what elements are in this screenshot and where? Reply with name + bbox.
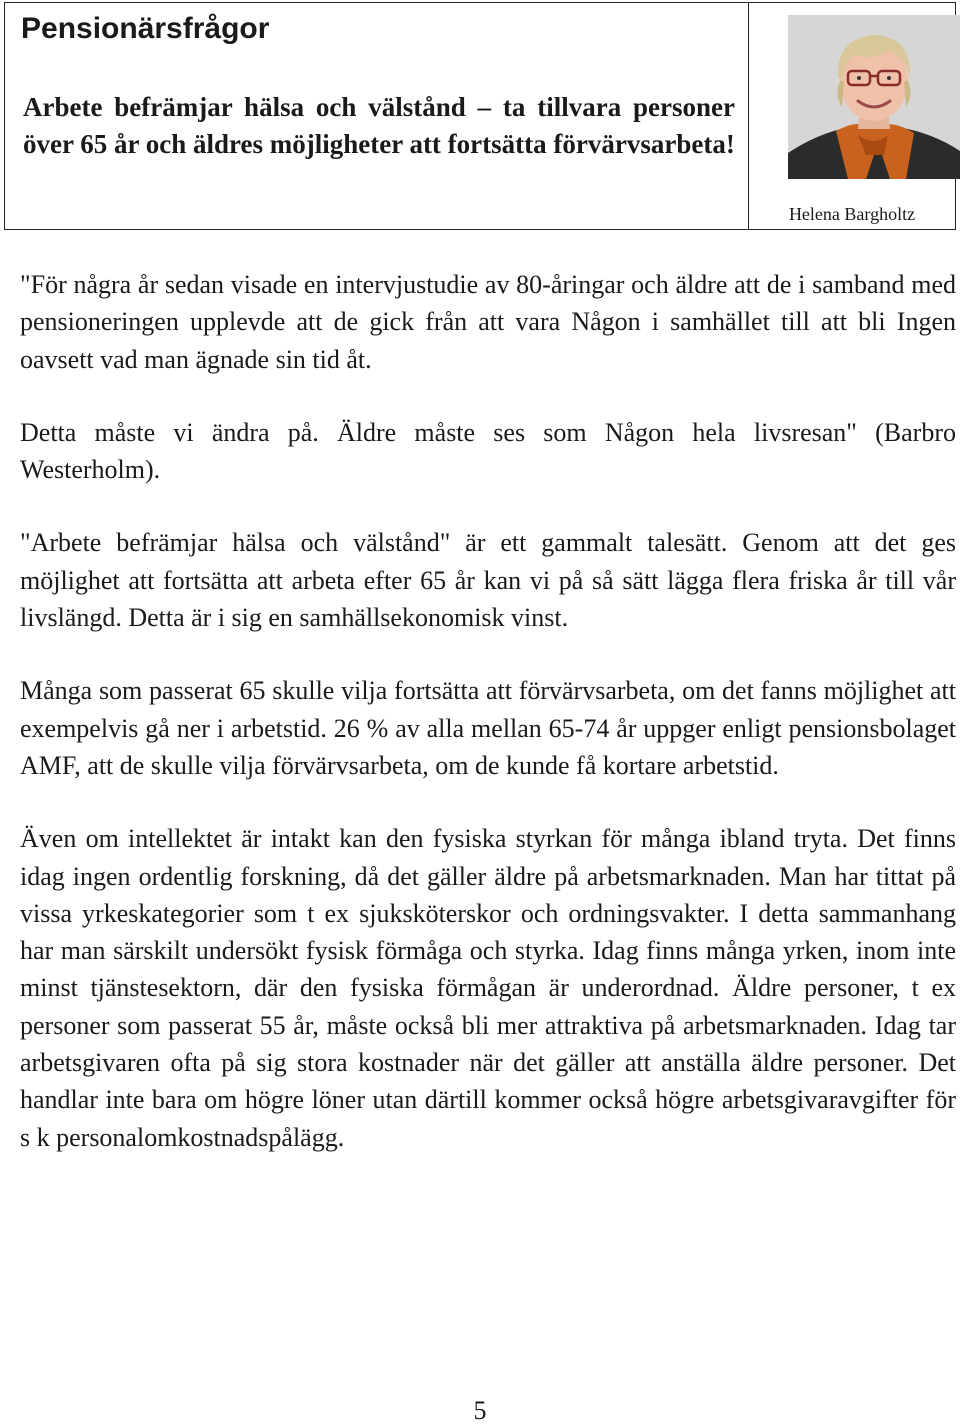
portrait-photo — [788, 15, 960, 179]
article-body — [20, 266, 956, 1192]
paragraph-1: "För några år sedan visade en intervjustudie av 80-åringar och äldre att de i samband med pensioneringen upplevde att de gick från att vara Någon i samhället till att bli Ingen oavsett vad man ägnade sin tid åt. — [20, 270, 956, 374]
paragraph-3: "Arbete befrämjar hälsa och välstånd" är ett gammalt talesätt. Genom att det ges möjlighet att fortsätta att arbeta efter 65 år kan vi på så sätt lägga flera friska år till vår livslängd. Detta är i sig en samhällsekonomisk vinst. — [20, 528, 956, 633]
header-title-cell — [5, 3, 749, 229]
header-photo-cell — [749, 3, 955, 229]
section-title: Pensionärsfrågor — [21, 12, 270, 45]
paragraph-4: Många som passerat 65 skulle vilja fortsätta att förvärvsarbeta, om det fanns möjlighet att exempelvis gå ner i arbetstid. 26 % av alla mellan 65-74 år uppger enligt pensionsbolaget AMF, att de skulle vilja förvärvsarbeta, om de kunde få kortare arbetstid. — [20, 676, 956, 780]
article-headline: Arbete befrämjar hälsa och välstånd – ta tillvara personer över 65 år och äldres möjligheter att fortsätta förvärvsarbeta! — [23, 92, 735, 159]
page-number: 5 — [473, 1396, 487, 1425]
photo-caption: Helena Bargholtz — [788, 204, 916, 224]
paragraph-2: Detta måste vi ändra på. Äldre måste ses som Någon hela livsresan" (Barbro Westerholm). — [20, 417, 956, 485]
header-box — [4, 2, 956, 230]
paragraph-5: Även om intellektet är intakt kan den fysiska styrkan för många ibland tryta. Det finns idag ingen ordentlig forskning, då det gäller äldre på arbetsmarknaden. Man har tittat på vissa yrkeskategorier som t ex sjuksköterskor och ordningsvakter. I detta sammanhang har man särskilt undersökt fysisk förmåga och styrka. Idag finns många yrken, inom inte minst tjänstesektorn, där den fysiska förmågan är underordnad. Äldre personer, t ex personer som passerat 55 år, måste också bli mer attraktiva på arbetsmarknaden. Idag tar arbetsgivaren ofta på sig stora kostnader när det gäller att anställa äldre personer. Det handlar inte bara om högre löner utan därtill kommer också högre arbetsgivaravgifter för s k personalomkostnadspålägg. — [20, 824, 956, 1152]
